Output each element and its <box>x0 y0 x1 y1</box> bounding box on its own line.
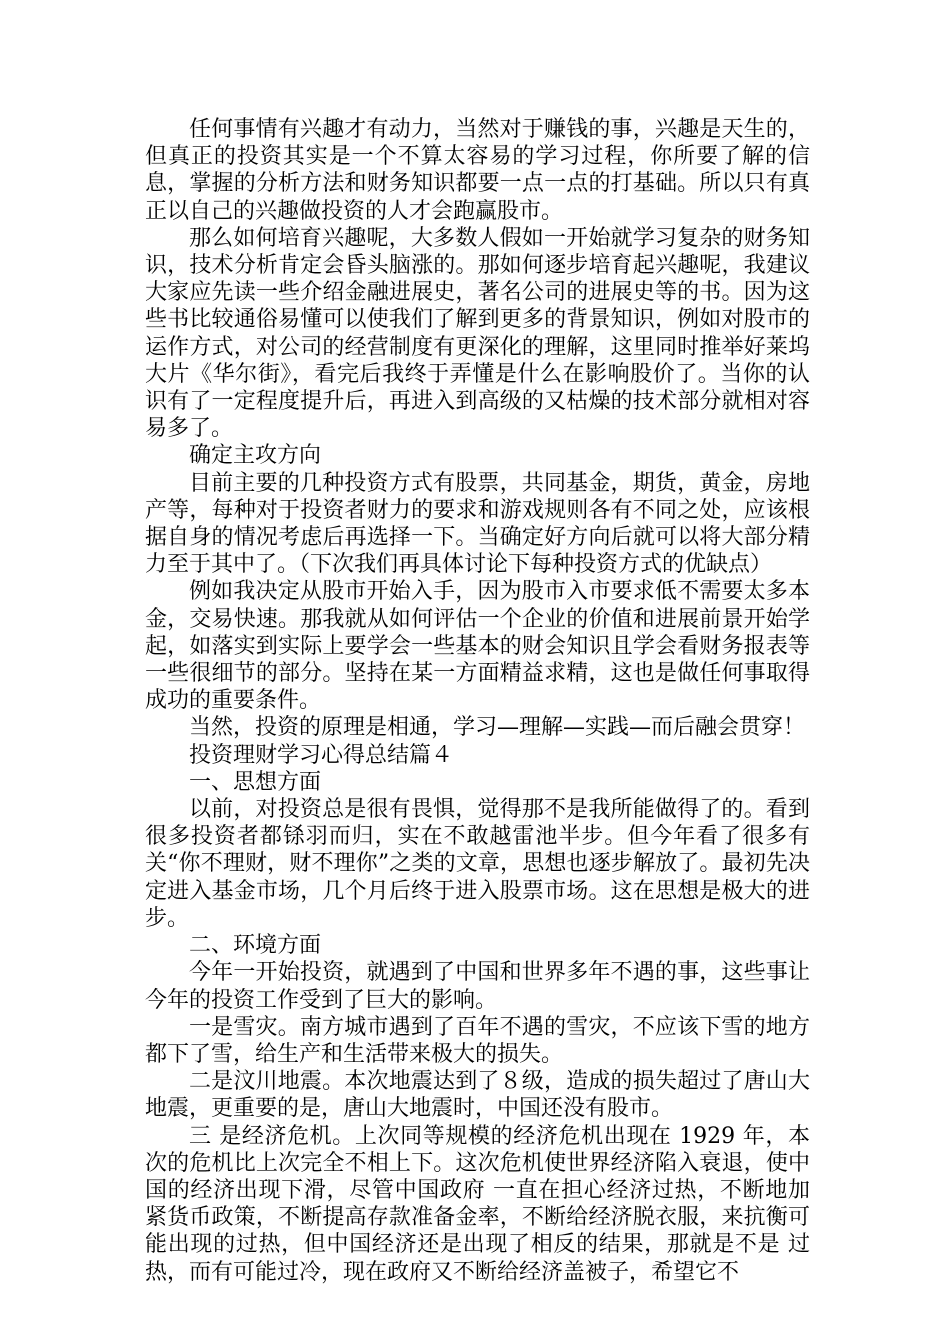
paragraph-cultivate-interest: 那么如何培育兴趣呢，大多数人假如一开始就学习复杂的财务知识，技术分析肯定会昏头脑涨的。那如何逐步培育起兴趣呢，我建议大家应先读一些介绍金融进展史，著名公司的进展史等的书。因为这些书比较通俗易懂可以使我们了解到更多的背景知识，例如对股市的运作方式，对公司的经营制度有更深化的理解，这里同时推举好莱坞大片《华尔街》，看完后我终于弄懂是什么在影响股价了。当你的认识有了一定程度提升后，再进入到高级的又枯燥的技术部分就相对容易多了。 <box>145 225 810 442</box>
paragraph-economic-crisis: 三 是经济危机。上次同等规模的经济危机出现在 1929 年，本次的危机比上次完全不相上下。这次危机使世界经济陷入衰退，使中国的经济出现下滑，尽管中国政府 一直在担心经济过热，不断地加紧货币政策，不断提高存款准备金率，不断给经济脱衣服，来抗衡可能出现的过热，但中国经济还是出现了相反的结果，那就是不是 过热，而有可能过冷，现在政府又不断给经济盖被子，希望它不 <box>145 1123 810 1285</box>
paragraph-investment-types: 目前主要的几种投资方式有股票，共同基金，期货，黄金，房地产等，每种对于投资者财力的要求和游戏规则各有不同之处，应该根据自身的情况考虑后再选择一下。当确定好方向后就可以将大部分精力至于其中了。（下次我们再具体讨论下每种投资方式的优缺点） <box>145 470 810 578</box>
paragraph-thinking: 以前，对投资总是很有畏惧，觉得那不是我所能做得了的。看到很多投资者都铩羽而归，实在不敢越雷池半步。但今年看了很多有关“你不理财，财不理你”之类的文章，思想也逐步解放了。最初先决定进入基金市场，几个月后终于进入股票市场。这在思想是极大的进步。 <box>145 797 810 931</box>
paragraph-earthquake: 二是汶川地震。本次地震达到了８级，造成的损失超过了唐山大地震，更重要的是，唐山大地震时，中国还没有股市。 <box>145 1069 810 1122</box>
paragraph-stock-market-example: 例如我决定从股市开始入手，因为股市入市要求低不需要太多本金，交易快速。那我就从如何评估一个企业的价值和进展前景开始学起，如落实到实际上要学会一些基本的财会知识且学会看财务报表等一些很细节的部分。坚持在某一方面精益求精，这也是做任何事取得成功的重要条件。 <box>145 579 810 714</box>
document-body <box>145 116 810 1286</box>
heading-thinking: 一、思想方面 <box>189 769 322 795</box>
paragraph-interest: 任何事情有兴趣才有动力，当然对于赚钱的事，兴趣是天生的，但真正的投资其实是一个不算太容易的学习过程，你所要了解的信息，掌握的分析方法和财务知识都要一点一点的打基础。所以只有真正以自己的兴趣做投资的人才会跑赢股市。 <box>145 117 810 224</box>
heading-main-direction: 确定主攻方向 <box>189 443 322 469</box>
paragraph-snow-disaster: 一是雪灾。南方城市遇到了百年不遇的雪灾，不应该下雪的地方都下了雪，给生产和生活带来极大的损失。 <box>145 1014 810 1067</box>
section-title-part4: 投资理财学习心得总结篇４ <box>189 742 454 768</box>
heading-environment: 二、环境方面 <box>189 933 322 959</box>
paragraph-environment: 今年一开始投资，就遇到了中国和世界多年不遇的事，这些事让今年的投资工作受到了巨大的影响。 <box>145 960 810 1013</box>
paragraph-principle: 当然，投资的原理是相通，学习—理解—实践—而后融会贯穿！ <box>189 715 806 741</box>
